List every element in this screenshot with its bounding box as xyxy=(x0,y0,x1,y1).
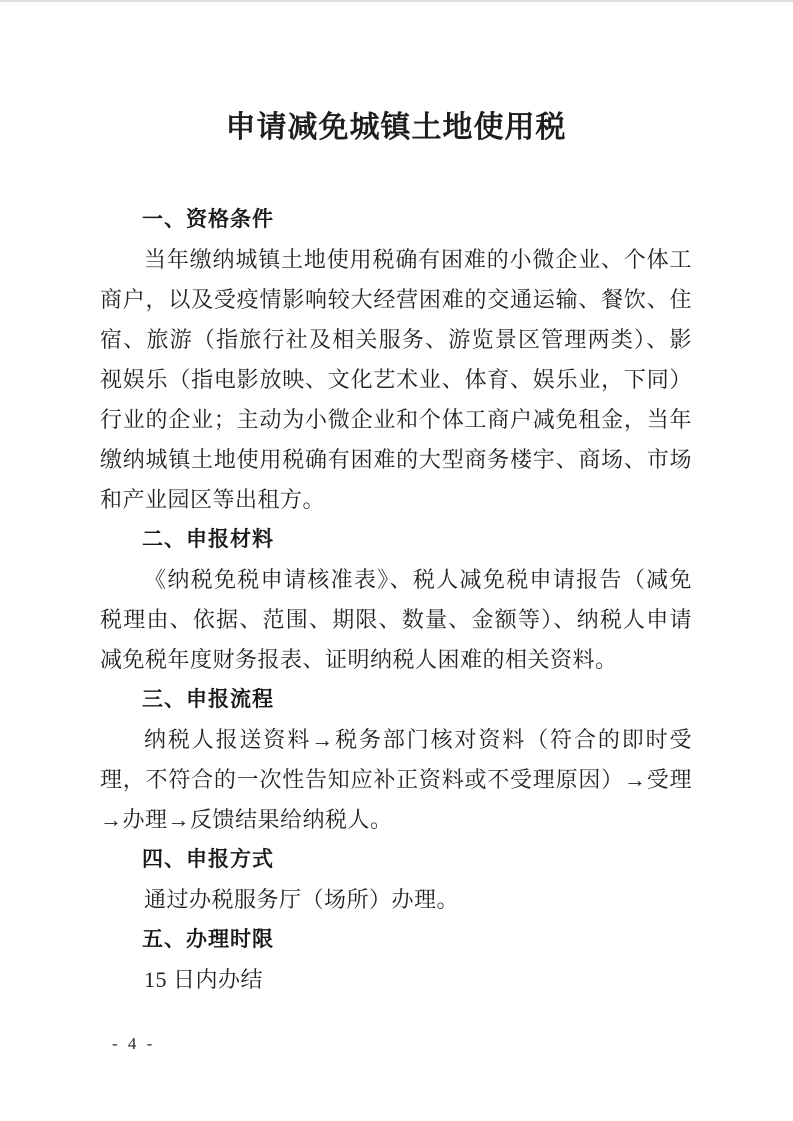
section-heading-1: 一、资格条件 xyxy=(142,208,274,231)
document-content xyxy=(100,0,692,1000)
page-number: - 4 - xyxy=(112,1034,156,1053)
section-heading-5: 五、办理时限 xyxy=(142,928,274,951)
section-heading-4: 四、申报方式 xyxy=(142,848,274,871)
section-body-5: 15 日内办结 xyxy=(144,967,264,992)
section-heading-2: 二、申报材料 xyxy=(142,528,274,551)
document-title: 申请减免城镇土地使用税 xyxy=(225,111,567,144)
section-body-3: 纳税人报送资料→税务部门核对资料（符合的即时受理，不符合的一次性告知应补正资料或不受理原因）→受理→办理→反馈结果给纳税人。 xyxy=(100,727,692,832)
section-body-1: 当年缴纳城镇土地使用税确有困难的小微企业、个体工商户，以及受疫情影响较大经营困难的交通运输、餐饮、住宿、旅游（指旅行社及相关服务、游览景区管理两类）、影视娱乐（指电影放映、文化艺术业、体育、娱乐业，下同）行业的企业；主动为小微企业和个体工商户减免租金，当年缴纳城镇土地使用税确有困难的大型商务楼宇、商场、市场和产业园区等出租方。 xyxy=(100,247,692,512)
section-heading-3: 三、申报流程 xyxy=(142,688,274,711)
section-body-4: 通过办税服务厅（场所）办理。 xyxy=(144,887,460,912)
section-body-2: 《纳税免税申请核准表》、税人减免税申请报告（减免税理由、依据、范围、期限、数量、金额等）、纳税人申请减免税年度财务报表、证明纳税人困难的相关资料。 xyxy=(100,567,692,672)
